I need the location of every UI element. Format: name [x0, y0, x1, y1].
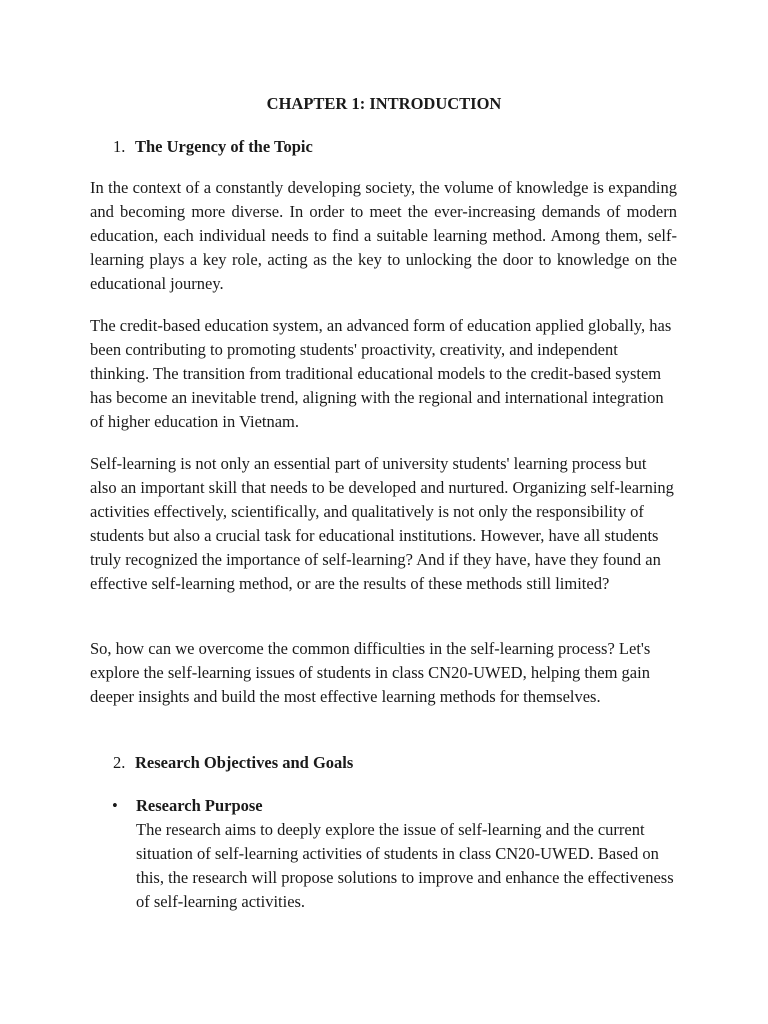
- section-number-2: 2.: [113, 753, 126, 772]
- paragraph-1: In the context of a constantly developing society, the volume of knowledge is expanding and becoming more diverse. In order to meet the ever-increasing demands of modern education, each individual needs to find a suitable learning method. Among them, self-learning plays a key role, acting as the key to unlocking the door to knowledge on the educational journey.: [90, 178, 677, 293]
- section-heading-1: [113, 137, 313, 157]
- section-title-2: Research Objectives and Goals: [135, 753, 354, 772]
- paragraph-2: The credit-based education system, an advanced form of education applied globally, has been contributing to promoting students' proactivity, creativity, and independent thinking. The transition from traditional educational models to the credit-based system has become an inevitable trend, aligning with the regional and international integration of higher education in Vietnam.: [90, 316, 672, 431]
- bullet-marker: •: [112, 796, 118, 815]
- section-heading-2: [113, 753, 353, 773]
- section-title-1: The Urgency of the Topic: [135, 137, 313, 156]
- chapter-title: CHAPTER 1: INTRODUCTION: [266, 94, 502, 113]
- bullet-text: The research aims to deeply explore the issue of self-learning and the current situation of self-learning activities of students in class CN20-UWED. Based on this, the research will propose solutions to improve and enhance the effectiveness of self-learning activities.: [136, 820, 674, 911]
- paragraph-3: Self-learning is not only an essential part of university students' learning process but also an important skill that needs to be developed and nurtured. Organizing self-learning activities effectively, scientifically, and qualitatively is not only the responsibility of students but also a crucial task for educational institutions. However, have all students truly recognized the importance of self-learning? And if they have, have they found an effective self-learning method, or are the results of these methods still limited?: [90, 454, 674, 593]
- section-number-1: 1.: [113, 137, 126, 156]
- bullet-item-research-purpose: [136, 794, 681, 914]
- bullet-heading: Research Purpose: [136, 796, 263, 815]
- paragraph-4: So, how can we overcome the common difficulties in the self-learning process? Let's explore the self-learning issues of students in class CN20-UWED, helping them gain deeper insights and build the most effective learning methods for themselves.: [90, 639, 651, 706]
